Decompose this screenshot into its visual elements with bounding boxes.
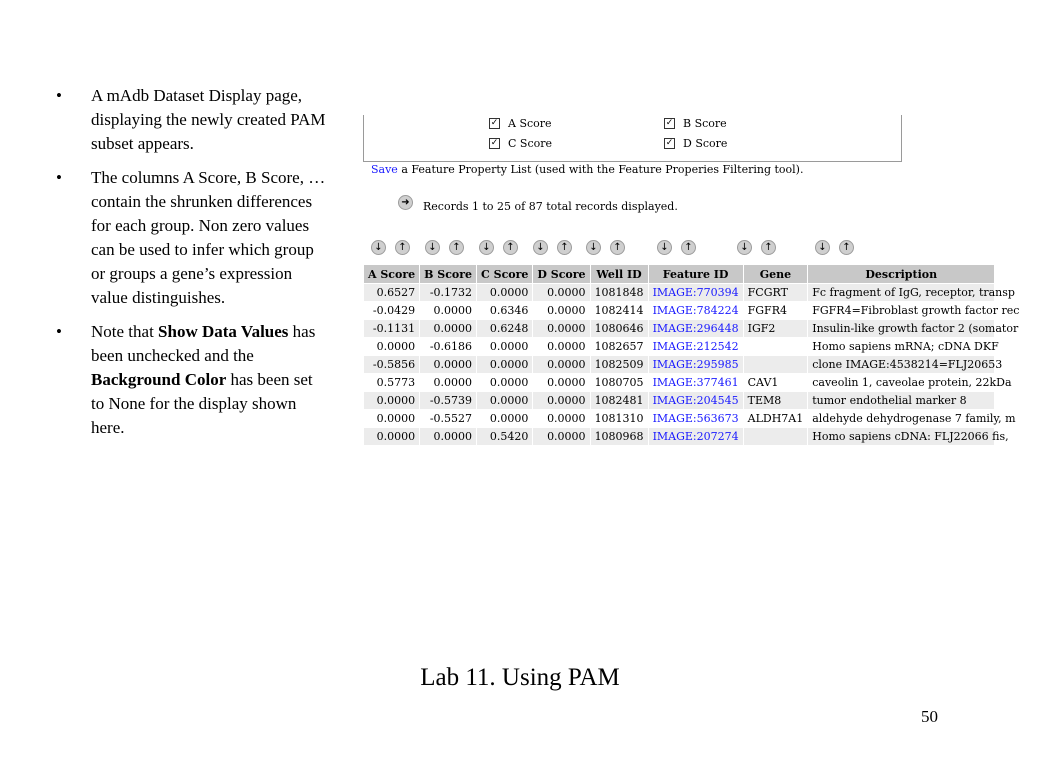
bullet-text: The columns A Score, B Score, … contain the shrunken differences for each group. Non zero values can be used to infer which group or groups a gene’s expression value distinguishes. bbox=[91, 168, 326, 307]
a-score-cell: 0.0000 bbox=[364, 428, 420, 446]
bullet-marker: • bbox=[56, 322, 62, 341]
a-score-cell: 0.5773 bbox=[364, 374, 420, 392]
bullet-item bbox=[56, 320, 326, 440]
table-row bbox=[364, 356, 995, 374]
d-score-cell: 0.0000 bbox=[533, 338, 590, 356]
bullet-list bbox=[56, 84, 326, 450]
description-cell: Homo sapiens cDNA: FLJ22066 fis, bbox=[808, 428, 995, 446]
table-row bbox=[364, 302, 995, 320]
b-score-cell: -0.5739 bbox=[420, 392, 477, 410]
a-score-cell: 0.0000 bbox=[364, 338, 420, 356]
well-id-cell: 1081848 bbox=[590, 284, 648, 302]
c-score-cell: 0.6346 bbox=[477, 302, 533, 320]
well-id-cell: 1082414 bbox=[590, 302, 648, 320]
description-cell: Insulin-like growth factor 2 (somator bbox=[808, 320, 995, 338]
bullet-item bbox=[56, 166, 326, 310]
page-number: 50 bbox=[921, 707, 938, 726]
feature-id-link[interactable]: IMAGE:784224 bbox=[648, 302, 743, 320]
bullet-marker: • bbox=[56, 168, 62, 187]
b-score-checkbox[interactable] bbox=[664, 117, 727, 130]
table-row bbox=[364, 428, 995, 446]
sort-descending-icon[interactable]: ↓ bbox=[815, 240, 830, 255]
a-score-cell: 0.6527 bbox=[364, 284, 420, 302]
well-id-cell: 1082657 bbox=[590, 338, 648, 356]
sort-descending-icon[interactable]: ↓ bbox=[479, 240, 494, 255]
bullet-text: A mAdb Dataset Display page, displaying the newly created PAM subset appears. bbox=[91, 86, 326, 153]
a-score-checkbox[interactable] bbox=[489, 117, 552, 130]
sort-descending-icon[interactable]: ↓ bbox=[737, 240, 752, 255]
well-id-cell: 1082481 bbox=[590, 392, 648, 410]
sort-ascending-icon[interactable]: ↑ bbox=[557, 240, 572, 255]
checkbox-a-score[interactable]: ✓ bbox=[490, 118, 499, 128]
d-score-cell: 0.0000 bbox=[533, 302, 590, 320]
c-score-cell: 0.0000 bbox=[477, 410, 533, 428]
c-score-cell: 0.5420 bbox=[477, 428, 533, 446]
c-score-checkbox[interactable] bbox=[489, 137, 552, 150]
d-score-cell: 0.0000 bbox=[533, 392, 590, 410]
sort-ascending-icon[interactable]: ↑ bbox=[610, 240, 625, 255]
table-header-row bbox=[364, 265, 995, 284]
sort-ascending-icon[interactable]: ↑ bbox=[839, 240, 854, 255]
table-row bbox=[364, 374, 995, 392]
madb-dataset-display-screenshot bbox=[363, 115, 1020, 443]
c-score-cell: 0.0000 bbox=[477, 284, 533, 302]
feature-id-link[interactable]: IMAGE:770394 bbox=[648, 284, 743, 302]
gene-cell bbox=[743, 428, 808, 446]
bullet-bold-text: Show Data Values bbox=[158, 322, 289, 341]
a-score-cell: -0.0429 bbox=[364, 302, 420, 320]
sort-descending-icon[interactable]: ↓ bbox=[533, 240, 548, 255]
table-row bbox=[364, 284, 995, 302]
feature-id-link[interactable]: IMAGE:563673 bbox=[648, 410, 743, 428]
column-header[interactable]: C Score bbox=[477, 265, 533, 284]
b-score-cell: 0.0000 bbox=[420, 356, 477, 374]
a-score-cell: -0.5856 bbox=[364, 356, 420, 374]
column-header[interactable]: Feature ID bbox=[648, 265, 743, 284]
d-score-cell: 0.0000 bbox=[533, 428, 590, 446]
description-cell: tumor endothelial marker 8 bbox=[808, 392, 995, 410]
table-row bbox=[364, 410, 995, 428]
column-header[interactable]: D Score bbox=[533, 265, 590, 284]
save-description: a Feature Property List (used with the Feature Properies Filtering tool). bbox=[397, 163, 804, 176]
description-cell: FGFR4=Fibroblast growth factor rec bbox=[808, 302, 995, 320]
sort-descending-icon[interactable]: ↓ bbox=[586, 240, 601, 255]
d-score-checkbox[interactable] bbox=[664, 137, 727, 150]
feature-id-link[interactable]: IMAGE:377461 bbox=[648, 374, 743, 392]
gene-cell: FCGRT bbox=[743, 284, 808, 302]
well-id-cell: 1082509 bbox=[590, 356, 648, 374]
score-checkbox-panel bbox=[363, 115, 902, 162]
bullet-item bbox=[56, 84, 326, 156]
well-id-cell: 1080646 bbox=[590, 320, 648, 338]
c-score-cell: 0.6248 bbox=[477, 320, 533, 338]
sort-descending-icon[interactable]: ↓ bbox=[371, 240, 386, 255]
gene-cell: TEM8 bbox=[743, 392, 808, 410]
table-row bbox=[364, 392, 995, 410]
sort-ascending-icon[interactable]: ↑ bbox=[681, 240, 696, 255]
bullet-bold-text: Background Color bbox=[91, 370, 227, 389]
table-row bbox=[364, 338, 995, 356]
gene-cell bbox=[743, 338, 808, 356]
b-score-cell: 0.0000 bbox=[420, 320, 477, 338]
gene-cell: FGFR4 bbox=[743, 302, 808, 320]
b-score-cell: 0.0000 bbox=[420, 428, 477, 446]
results-table bbox=[363, 264, 1020, 446]
slide-title: Lab 11. Using PAM bbox=[420, 664, 620, 691]
a-score-label: A Score bbox=[508, 117, 552, 130]
b-score-cell: -0.6186 bbox=[420, 338, 477, 356]
a-score-cell: 0.0000 bbox=[364, 392, 420, 410]
b-score-cell: 0.0000 bbox=[420, 374, 477, 392]
bullet-text: Note that bbox=[91, 322, 159, 341]
d-score-cell: 0.0000 bbox=[533, 374, 590, 392]
b-score-cell: -0.5527 bbox=[420, 410, 477, 428]
c-score-cell: 0.0000 bbox=[477, 356, 533, 374]
bullet-marker: • bbox=[56, 86, 62, 105]
feature-id-link[interactable]: IMAGE:296448 bbox=[648, 320, 743, 338]
well-id-cell: 1080968 bbox=[590, 428, 648, 446]
gene-cell: CAV1 bbox=[743, 374, 808, 392]
feature-id-link[interactable]: IMAGE:204545 bbox=[648, 392, 743, 410]
d-score-cell: 0.0000 bbox=[533, 320, 590, 338]
b-score-cell: -0.1732 bbox=[420, 284, 477, 302]
bullet-text: has been set to None for the display shown here. bbox=[91, 370, 313, 437]
sort-ascending-icon[interactable]: ↑ bbox=[503, 240, 518, 255]
column-header[interactable]: Well ID bbox=[590, 265, 648, 284]
c-score-cell: 0.0000 bbox=[477, 392, 533, 410]
a-score-cell: -0.1131 bbox=[364, 320, 420, 338]
gene-cell bbox=[743, 356, 808, 374]
sort-ascending-icon[interactable]: ↑ bbox=[761, 240, 776, 255]
description-cell: aldehyde dehydrogenase 7 family, m bbox=[808, 410, 995, 428]
d-score-cell: 0.0000 bbox=[533, 284, 590, 302]
column-header[interactable]: B Score bbox=[420, 265, 477, 284]
feature-id-link[interactable]: IMAGE:207274 bbox=[648, 428, 743, 446]
c-score-cell: 0.0000 bbox=[477, 374, 533, 392]
c-score-cell: 0.0000 bbox=[477, 338, 533, 356]
sort-buttons-row bbox=[363, 240, 975, 256]
bullet-text: has been unchecked and the bbox=[91, 322, 316, 365]
sort-ascending-icon[interactable]: ↑ bbox=[449, 240, 464, 255]
d-score-label: D Score bbox=[683, 137, 728, 150]
gene-cell: ALDH7A1 bbox=[743, 410, 808, 428]
checkbox-c-score[interactable]: ✓ bbox=[490, 138, 499, 148]
description-cell: caveolin 1, caveolae protein, 22kDa bbox=[808, 374, 995, 392]
feature-id-link[interactable]: IMAGE:212542 bbox=[648, 338, 743, 356]
records-count: Records 1 to 25 of 87 total records displayed. bbox=[423, 200, 678, 213]
d-score-cell: 0.0000 bbox=[533, 356, 590, 374]
gene-cell: IGF2 bbox=[743, 320, 808, 338]
b-score-label: B Score bbox=[683, 117, 727, 130]
column-header[interactable]: Description bbox=[808, 265, 995, 284]
b-score-cell: 0.0000 bbox=[420, 302, 477, 320]
d-score-cell: 0.0000 bbox=[533, 410, 590, 428]
description-cell: Homo sapiens mRNA; cDNA DKF bbox=[808, 338, 995, 356]
checkbox-b-score[interactable]: ✓ bbox=[665, 118, 674, 128]
checkbox-d-score[interactable]: ✓ bbox=[665, 138, 674, 148]
well-id-cell: 1081310 bbox=[590, 410, 648, 428]
description-cell: clone IMAGE:4538214=FLJ20653 bbox=[808, 356, 995, 374]
sort-ascending-icon[interactable]: ↑ bbox=[395, 240, 410, 255]
description-cell: Fc fragment of IgG, receptor, transp bbox=[808, 284, 995, 302]
feature-id-link[interactable]: IMAGE:295985 bbox=[648, 356, 743, 374]
c-score-label: C Score bbox=[508, 137, 552, 150]
table-row bbox=[364, 320, 995, 338]
well-id-cell: 1080705 bbox=[590, 374, 648, 392]
save-link[interactable]: Save bbox=[371, 163, 398, 176]
save-feature-list-line bbox=[371, 163, 803, 176]
next-page-arrow-icon[interactable]: ➜ bbox=[398, 195, 413, 210]
column-header[interactable]: Gene bbox=[743, 265, 808, 284]
records-navigation bbox=[398, 192, 678, 213]
sort-descending-icon[interactable]: ↓ bbox=[657, 240, 672, 255]
sort-descending-icon[interactable]: ↓ bbox=[425, 240, 440, 255]
a-score-cell: 0.0000 bbox=[364, 410, 420, 428]
column-header[interactable]: A Score bbox=[364, 265, 420, 284]
